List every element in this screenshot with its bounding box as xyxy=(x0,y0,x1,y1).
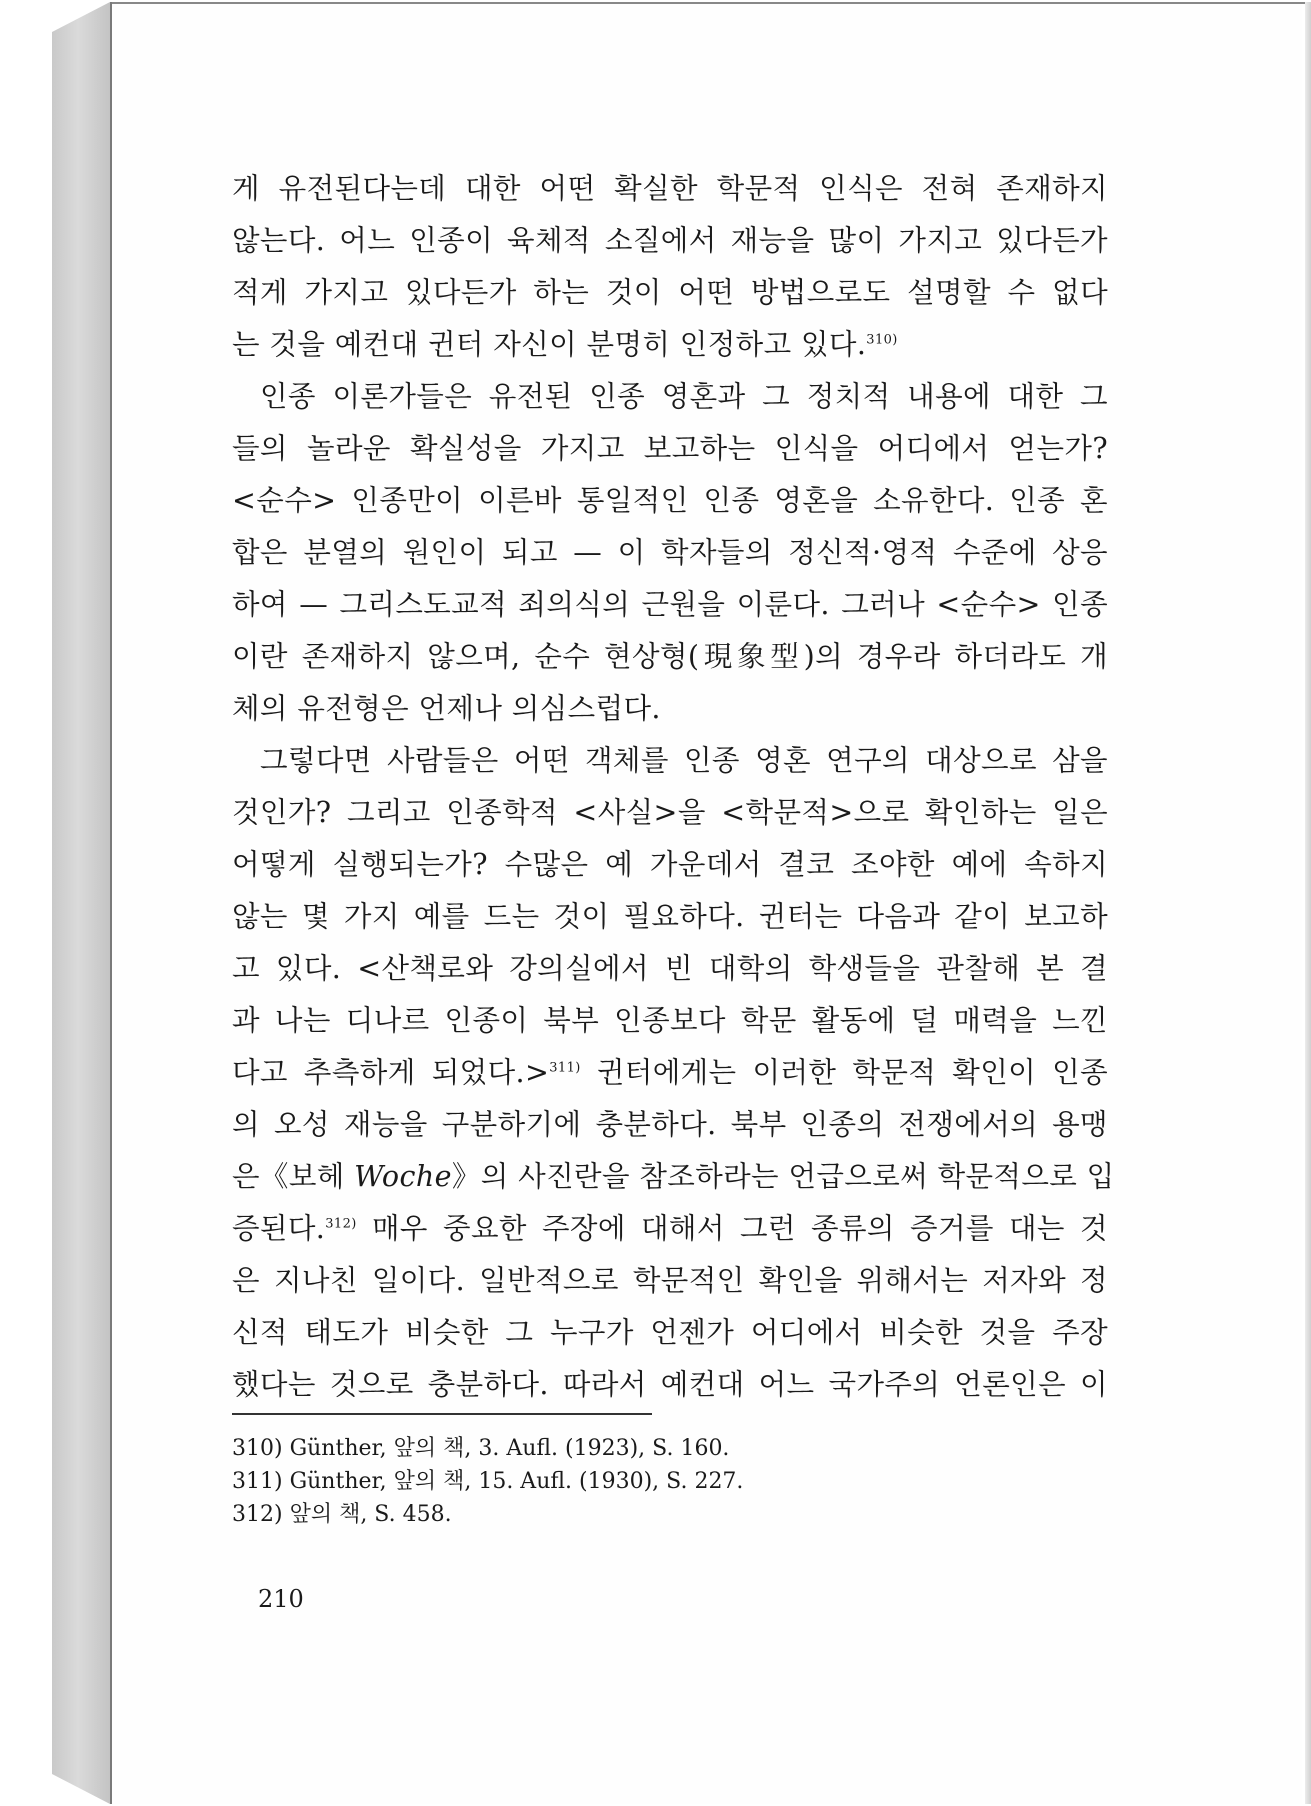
foreign-title: Woche xyxy=(354,1160,452,1193)
text-line: 게 유전된다는데 대한 어떤 확실한 학문적 인식은 전혀 존재하지 xyxy=(232,172,1108,205)
footnote-ref: 311) xyxy=(549,1060,581,1076)
text-line: 신적 태도가 비슷한 그 누구가 언젠가 어디에서 비슷한 것을 주장 xyxy=(232,1316,1108,1349)
text-line: 합은 분열의 원인이 되고 — 이 학자들의 정신적·영적 수준에 상응 xyxy=(232,536,1108,569)
text-line: 하여 — 그리스도교적 죄의식의 근원을 이룬다. 그러나 <순수> 인종 xyxy=(232,588,1108,621)
footnotes xyxy=(232,1432,1032,1531)
text-line: 들의 놀라운 확실성을 가지고 보고하는 인식을 어디에서 얻는가? xyxy=(232,432,1108,465)
footnote-ref: 310) xyxy=(866,332,898,348)
text-line: 적게 가지고 있다든가 하는 것이 어떤 방법으로도 설명할 수 없다 xyxy=(232,276,1108,309)
text-line: <순수> 인종만이 이른바 통일적인 인종 영혼을 소유한다. 인종 혼 xyxy=(232,484,1108,517)
text-line: 은 지나친 일이다. 일반적으로 학문적인 확인을 위해서는 저자와 정 xyxy=(232,1264,1108,1297)
text-line-content: 는 것을 예컨대 귄터 자신이 분명히 인정하고 있다. xyxy=(232,328,867,361)
text-line-content: 증된다. xyxy=(232,1212,326,1245)
book-right-edge xyxy=(1305,2,1311,1804)
text-line xyxy=(232,1151,1115,1203)
text-line: 인종 이론가들은 유전된 인종 영혼과 그 정치적 내용에 대한 그 xyxy=(260,380,1108,413)
text-line: 것인가? 그리고 인종학적 <사실>을 <학문적>으로 확인하는 일은 xyxy=(232,796,1108,829)
footnote: 312) 앞의 책, S. 458. xyxy=(232,1502,452,1527)
text-line xyxy=(232,1047,1108,1099)
text-line: 했다는 것으로 충분하다. 따라서 예컨대 어느 국가주의 언론인은 이 xyxy=(232,1368,1108,1401)
paragraph xyxy=(232,735,1115,1411)
footnote-separator xyxy=(232,1413,652,1415)
paragraph xyxy=(232,371,1108,735)
text-line: 의 오성 재능을 구분하기에 충분하다. 북부 인종의 전쟁에서의 용맹 xyxy=(232,1108,1108,1141)
text-line: 어떻게 실행되는가? 수많은 예 가운데서 결코 조야한 예에 속하지 xyxy=(232,848,1108,881)
text-line: 않는다. 어느 인종이 육체적 소질에서 재능을 많이 가지고 있다든가 xyxy=(232,224,1108,257)
footnote-ref: 312) xyxy=(325,1216,357,1232)
text-line-content: 귄터에게는 이러한 학문적 확인이 인종 xyxy=(580,1056,1108,1089)
book-edge xyxy=(52,2,110,1804)
text-line: 않는 몇 가지 예를 드는 것이 필요하다. 귄터는 다음과 같이 보고하 xyxy=(232,900,1108,933)
paragraph xyxy=(232,163,1108,371)
text-line: 과 나는 디나르 인종이 북부 인종보다 학문 활동에 덜 매력을 느낀 xyxy=(232,1004,1108,1037)
text-line: 체의 유전형은 언제나 의심스럽다. xyxy=(232,692,661,725)
page-number: 210 xyxy=(258,1585,304,1613)
body-text xyxy=(232,163,1115,1411)
footnote: 310) Günther, 앞의 책, 3. Aufl. (1923), S. 160. xyxy=(232,1436,730,1461)
text-line xyxy=(232,1203,1108,1255)
text-line: 그렇다면 사람들은 어떤 객체를 인종 영혼 연구의 대상으로 삼을 xyxy=(260,744,1108,777)
text-line: 고 있다. <산책로와 강의실에서 빈 대학의 학생들을 관찰해 본 결 xyxy=(232,952,1108,985)
text-line-content: 》의 사진란을 참조하라는 언급으로써 학문적으로 입 xyxy=(451,1160,1115,1193)
text-line-content: 다고 추측하게 되었다.> xyxy=(232,1056,550,1089)
footnote: 311) Günther, 앞의 책, 15. Aufl. (1930), S. 227. xyxy=(232,1469,744,1494)
text-line xyxy=(232,319,1108,371)
text-line-content: 은《보헤 xyxy=(232,1160,355,1193)
text-line: 이란 존재하지 않으며, 순수 현상형(現象型)의 경우라 하더라도 개 xyxy=(232,640,1108,673)
text-line-content: 매우 중요한 주장에 대해서 그런 종류의 증거를 대는 것 xyxy=(356,1212,1108,1245)
